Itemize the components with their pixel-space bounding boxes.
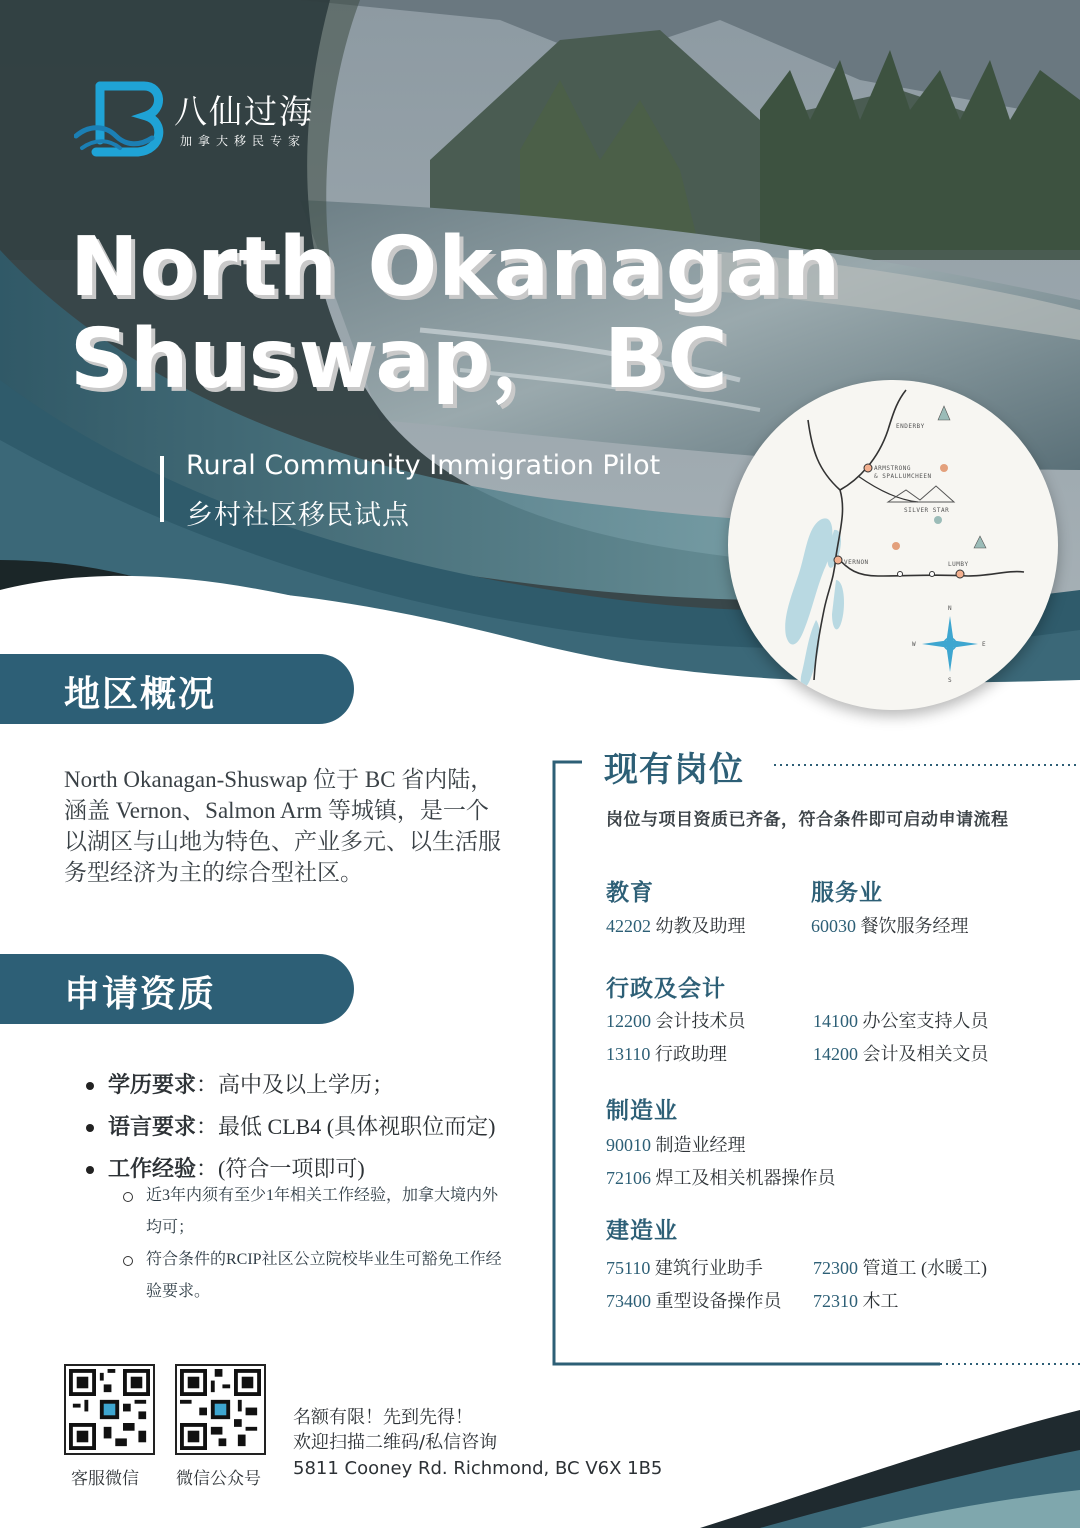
qr-code-icon (180, 1369, 261, 1450)
positions-description: 岗位与项目资质已齐备，符合条件即可启动申请流程 (606, 810, 1009, 829)
compass-icon (912, 605, 986, 684)
category-construction: 建造业 (606, 1217, 678, 1244)
compass-n: N (948, 605, 953, 612)
category-service: 服务业 (811, 879, 883, 906)
job-item: 73400 重型设备操作员 (606, 1291, 782, 1311)
requirement-label: 语言要求 (108, 1114, 197, 1139)
qr-code-customer-service[interactable] (64, 1364, 155, 1455)
requirements-list (86, 1064, 526, 1190)
job-item: 75110 建筑行业助手 (606, 1258, 763, 1278)
experience-option: 近3年内须有至少1年相关工作经验，加拿大境内外均可； (86, 1180, 506, 1244)
map-label-silver-star: SILVER STAR (904, 507, 950, 514)
requirement-label: 学历要求 (108, 1072, 197, 1097)
job-item: 42202 幼教及助理 (606, 916, 746, 936)
requirements-tab (0, 954, 354, 1024)
brand-logo-icon (74, 80, 166, 158)
qr-code-icon (69, 1369, 150, 1450)
requirement-text: ：高中及以上学历； (196, 1072, 395, 1097)
brand-logo (74, 80, 334, 160)
region-map-drawing (728, 380, 1058, 710)
map-label-armstrong: ARMSTRONG (874, 465, 912, 472)
qr-label-customer-service: 客服微信 (71, 1469, 139, 1489)
category-admin: 行政及会计 (606, 975, 726, 1002)
requirement-language (86, 1106, 526, 1148)
job-item: 14100 办公室支持人员 (813, 1011, 989, 1031)
map-label-vernon: VERNON (844, 559, 869, 566)
experience-sublist (86, 1180, 506, 1308)
overview-tab (0, 654, 354, 724)
brand-name: 八仙过海 (174, 92, 314, 131)
requirements-heading: 申请资质 (64, 973, 217, 1015)
category-manufacturing: 制造业 (606, 1097, 678, 1124)
title-line-1: North Okanagan (70, 220, 842, 315)
subtitle-divider (160, 456, 164, 522)
requirement-label: 工作经验 (108, 1156, 197, 1181)
region-map (728, 380, 1058, 710)
overview-text: North Okanagan-Shuswap 位于 BC 省内陆，涵盖 Vernon、Salmon Arm 等城镇，是一个以湖区与山地为特色、产业多元、以生活服务型经济为主的综合型社区。 (64, 767, 501, 885)
job-item: 72310 木工 (813, 1291, 899, 1311)
footer-slogan: 名额有限！先到先得！ (293, 1407, 473, 1428)
overview-heading: 地区概况 (64, 673, 217, 715)
job-item: 14200 会计及相关文员 (813, 1044, 989, 1064)
page-title (70, 222, 841, 406)
brand-tagline: 加拿大移民专家 (180, 134, 307, 148)
qr-code-official-account[interactable] (175, 1364, 266, 1455)
map-label-spallumcheen: & SPALLUMCHEEN (874, 473, 932, 480)
positions-heading: 现有岗位 (604, 750, 744, 790)
compass-e: E (982, 641, 987, 648)
requirement-text: ：最低 CLB4 (具体视职位而定) (196, 1114, 496, 1139)
requirement-education (86, 1064, 526, 1106)
job-item: 60030 餐饮服务经理 (811, 916, 969, 936)
requirement-text: ：(符合一项即可) (196, 1156, 365, 1181)
category-education: 教育 (606, 879, 654, 906)
bottom-decoration (0, 1380, 1080, 1528)
subtitle-english: Rural Community Immigration Pilot (186, 450, 661, 481)
map-label-lumby: LUMBY (948, 561, 969, 568)
experience-option: 符合条件的RCIP社区公立院校毕业生可豁免工作经验要求。 (86, 1244, 506, 1308)
map-label-enderby: ENDERBY (896, 423, 925, 430)
job-item: 72300 管道工 (水暖工) (813, 1258, 987, 1278)
compass-w: W (912, 641, 917, 648)
job-item: 13110 行政助理 (606, 1044, 727, 1064)
compass-s: S (948, 677, 953, 684)
title-line-2: Shuswap， BC (70, 312, 729, 407)
job-item: 72106 焊工及相关机器操作员 (606, 1168, 836, 1188)
subtitle-chinese: 乡村社区移民试点 (186, 500, 410, 531)
job-item: 90010 制造业经理 (606, 1135, 746, 1155)
qr-label-official-account: 微信公众号 (176, 1469, 261, 1489)
footer-call-to-action: 欢迎扫描二维码/私信咨询 (293, 1432, 498, 1453)
job-item: 12200 会计技术员 (606, 1011, 746, 1031)
footer-address: 5811 Cooney Rd. Richmond, BC V6X 1B5 (293, 1458, 663, 1479)
